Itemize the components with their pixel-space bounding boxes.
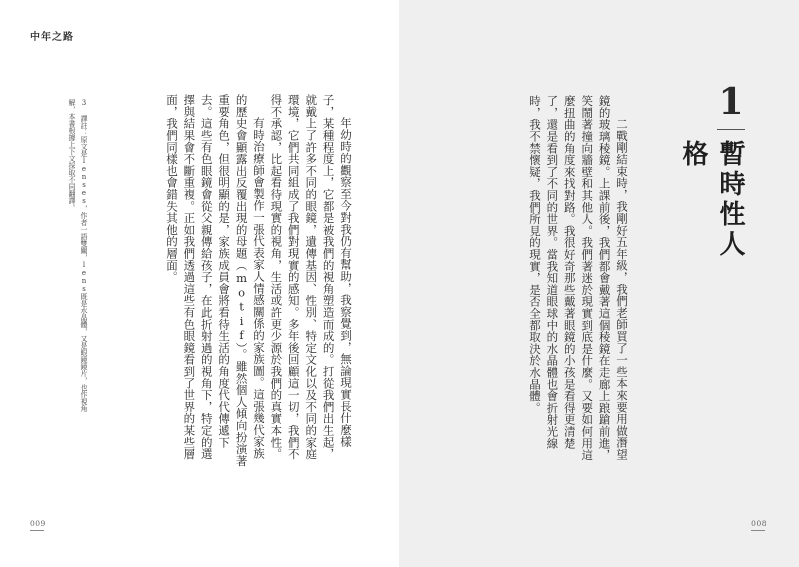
footnote: 3 譯註：原文是lenses，作者一語雙關，lens既是水晶體，又是眼鏡鏡片，也作視角解，本書根據上下文採取不同翻譯。 bbox=[68, 99, 88, 412]
page-number-right: 008 bbox=[751, 519, 767, 531]
chapter-title: 暫時性人格 bbox=[678, 140, 745, 260]
chapter-number: 1 bbox=[718, 81, 744, 123]
left-paragraph-1: 年幼時的觀察至今對我仍有幫助，我察覺到，無論現實長什麼樣子，某種程度上，它都是被我們的視角塑造而成的。打從我們出生起，就戴上了許多不同的眼鏡，遺傳基因、性別、特定文化以及不同的家庭環境，它們共同組成了我們對現實的感知。多年後回顧這一切，我們不得不承認，比起看待現實的視角，生活或許更少源於我們的真實本性。 bbox=[269, 94, 353, 460]
page-number-left: 009 bbox=[30, 519, 46, 531]
running-head: 中年之路 bbox=[30, 32, 74, 43]
left-body-text bbox=[128, 94, 354, 470]
right-body-text bbox=[468, 95, 630, 469]
left-page bbox=[0, 0, 399, 567]
left-paragraph-2: 有時治療師會製作一張代表家人情感關係的家族圖。這張幾代家族的歷史會顯露出反覆出現的母題（motif）。雖然個人傾向扮演著重要角色，但很明顯的是，家族成員會將看待生活的角度代代傳遞下去。這些有色眼鏡會從父親傳給孩子，在此折射過的視角下，特定的選擇與結果會不斷重複。正如我們透過這些有色眼鏡看到了世界的某些層面，我們同樣也會錯失其他的層面。 bbox=[164, 94, 266, 467]
right-paragraph-1: 二戰剛結束時，我剛好五年級，我們老師買了一些本來要用做潛望鏡的玻璃稜鏡。上課前後，我們都會戴著這個稜鏡在走廊上踉蹌前進，笑鬧著撞向牆壁和其他人。我們著迷於現實到底是什麼。又要如何用這麼扭曲的角度來找對路。我很好奇那些戴著眼鏡的小孩是看得更清楚了，還是看到了不同的世界。當我知道眼球中的水晶體也會折射光線時，我不禁懷疑，我們所見的現實，是否全都取決於水晶體。 bbox=[527, 95, 629, 461]
chapter-rule bbox=[717, 129, 745, 130]
